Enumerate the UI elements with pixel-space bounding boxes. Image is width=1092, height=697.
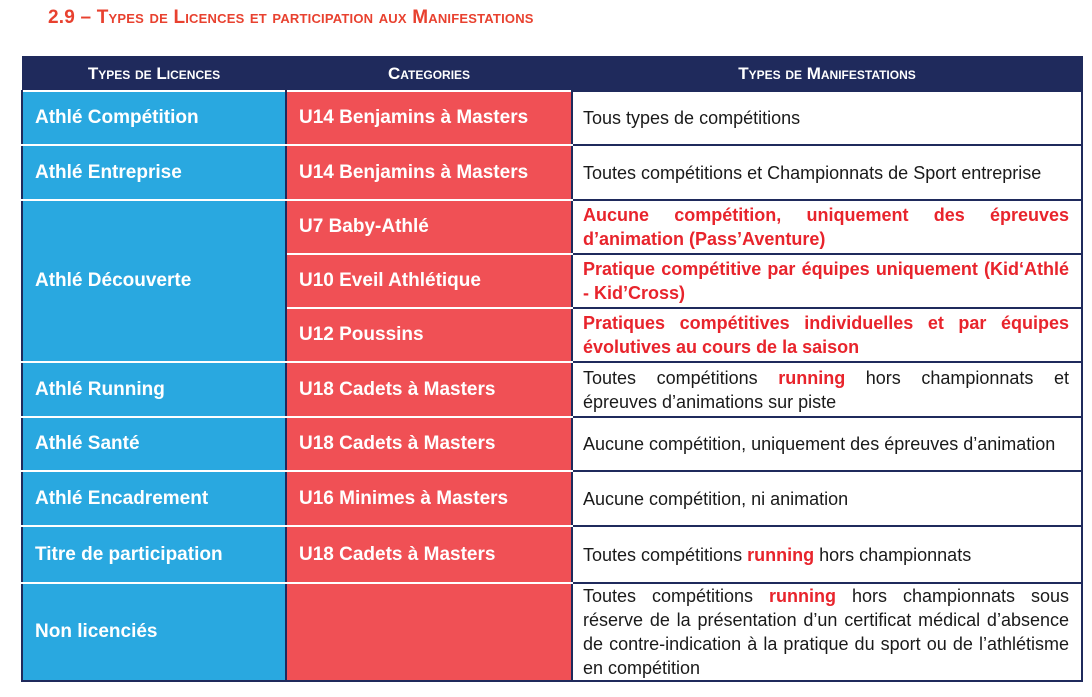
header-types-manifestations: Types de Manifestations: [572, 57, 1082, 92]
categorie-cell: [286, 583, 572, 681]
licence-cell: Athlé Découverte: [22, 200, 286, 362]
categorie-cell: U12 Poussins: [286, 308, 572, 362]
table-header-row: [22, 57, 1082, 92]
manifestation-cell: Toutes compétitions running hors championnats: [572, 526, 1082, 583]
table-row: [22, 362, 1082, 417]
table-row: [22, 526, 1082, 583]
table-row: [22, 417, 1082, 471]
categorie-cell: U14 Benjamins à Masters: [286, 145, 572, 200]
table-row: [22, 583, 1082, 681]
header-types-licences: Types de Licences: [22, 57, 286, 92]
categorie-cell: U18 Cadets à Masters: [286, 417, 572, 471]
licence-cell: Athlé Entreprise: [22, 145, 286, 200]
licence-cell: Titre de participation: [22, 526, 286, 583]
categorie-cell: U16 Minimes à Masters: [286, 471, 572, 526]
licence-cell: Athlé Compétition: [22, 91, 286, 145]
licence-cell: Non licenciés: [22, 583, 286, 681]
page-title: 2.9 – Types de Licences et participation aux Manifestations: [48, 7, 534, 28]
licence-cell: Athlé Encadrement: [22, 471, 286, 526]
manifestation-cell: Pratiques compétitives individuelles et par équipes évolutives au cours de la saison: [572, 308, 1082, 362]
categorie-cell: U18 Cadets à Masters: [286, 362, 572, 417]
manifestation-cell: Aucune compétition, uniquement des épreuves d’animation (Pass’Aventure): [572, 200, 1082, 254]
categorie-cell: U18 Cadets à Masters: [286, 526, 572, 583]
categorie-cell: U10 Eveil Athlétique: [286, 254, 572, 308]
manifestation-cell: Aucune compétition, ni animation: [572, 471, 1082, 526]
manifestation-cell: Aucune compétition, uniquement des épreuves d’animation: [572, 417, 1082, 471]
manifestation-cell: Toutes compétitions running hors championnats sous réserve de la présentation d’un certificat médical d’absence de contre-indication à la pratique du sport ou de l’athlétisme en compétition: [572, 583, 1082, 681]
licence-cell: Athlé Santé: [22, 417, 286, 471]
table-row: [22, 145, 1082, 200]
manifestation-cell: Toutes compétitions et Championnats de Sport entreprise: [572, 145, 1082, 200]
table-row: [22, 91, 1082, 145]
manifestation-cell: Toutes compétitions running hors championnats et épreuves d’animations sur piste: [572, 362, 1082, 417]
table-row: [22, 200, 1082, 254]
table-row: [22, 471, 1082, 526]
categorie-cell: U7 Baby-Athlé: [286, 200, 572, 254]
manifestation-cell: Tous types de compétitions: [572, 91, 1082, 145]
header-categories: Categories: [286, 57, 572, 92]
manifestation-cell: Pratique compétitive par équipes uniquement (Kid‘Athlé - Kid’Cross): [572, 254, 1082, 308]
licences-table: [21, 56, 1083, 682]
categorie-cell: U14 Benjamins à Masters: [286, 91, 572, 145]
licence-cell: Athlé Running: [22, 362, 286, 417]
